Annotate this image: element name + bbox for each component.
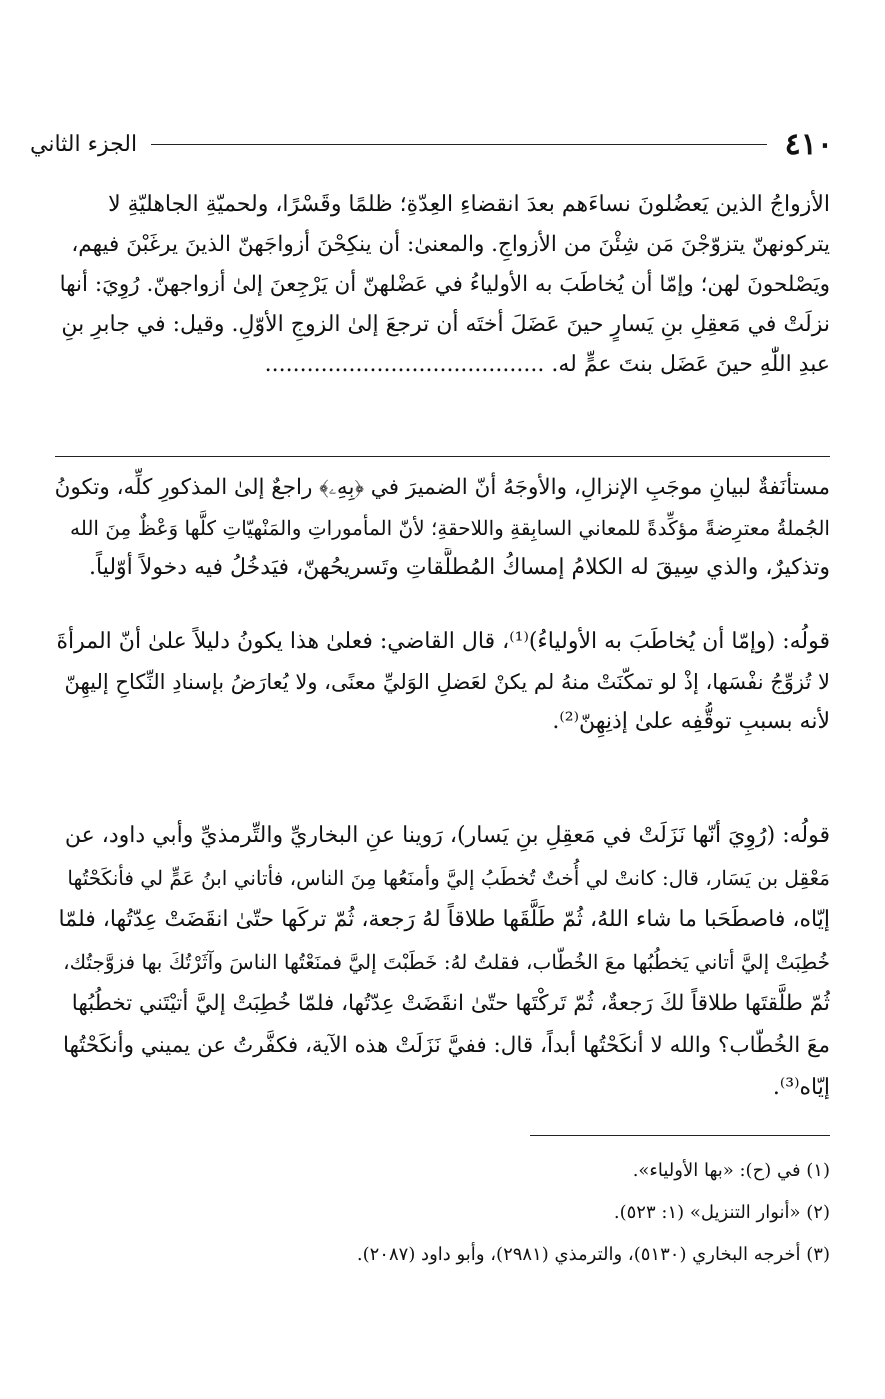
commentary-paragraph-2: [55, 622, 830, 742]
commentary-line: مستأنَفةٌ لبيانِ موجَبِ الإنزالِ، والأوجَهُ أنّ الضميرَ في ﴿بِهِۦ﴾ راجعٌ إلىٰ المذكورِ كلِّه، وتكونُ: [55, 475, 830, 500]
commentary-line: لأنه بسببِ توقُّفِه علىٰ إذنِهِنّ⁽²⁾.: [552, 709, 830, 734]
commentary-line: خُطِبَتْ إليَّ أتاني يَخطُبُها معَ الخُطّاب، فقلتُ لهُ: خَطَبْتَ إليَّ فمنَعْتُها الناسَ وآثَرْتُكَ بها فزوَّجتُك،: [63, 950, 830, 974]
footnotes: [55, 1150, 830, 1276]
book-part-title: الجزء الثاني: [30, 131, 138, 157]
commentary-line: إيّاه⁽³⁾.: [772, 1075, 830, 1100]
commentary-paragraph-3: [55, 815, 830, 1109]
commentary-line: قولُه: (وإمّا أن يُخاطَبَ به الأولياءُ)⁽¹⁾، قال القاضي: فعلىٰ هذا يكونُ دليلاً علىٰ أنّ المرأةَ: [56, 629, 830, 654]
main-text-line: الأزواجُ الذين يَعضُلونَ نساءَهم بعدَ انقضاءِ العِدّةِ؛ ظلمًا وقَسْرًا، ولحميّةِ الجاهليّةِ لا: [108, 192, 830, 217]
footnote: (٢) «أنوار التنزيل» (١: ٥٢٣).: [613, 1202, 830, 1223]
main-text-line: عبدِ اللّٰهِ حينَ عَضَل بنتَ عمٍّ له. ........................................: [264, 352, 830, 377]
footnote: (٣) أخرجه البخاري (٥١٣٠)، والترمذي (٢٩٨١)، وأبو داود (٢٠٨٧).: [356, 1244, 830, 1265]
footnote-rule: [530, 1135, 830, 1136]
main-text: [55, 185, 830, 385]
commentary-line: قولُه: (رُوِيَ أنّها نَزَلَتْ في مَعقِلِ بنِ يَسار)، رَوينا عنِ البخاريِّ والتِّرمذيِّ وأبي داود، عن: [64, 823, 830, 848]
commentary-line: معَ الخُطّاب؟ والله لا أنكَحْتُها أبداً، قال: ففيَّ نَزَلَتْ هذه الآية، فكفَّرتُ عن يميني وأنكَحْتُها: [62, 1033, 830, 1058]
main-text-line: ويَصْلحونَ لهن؛ وإمّا أن يُخاطَبَ به الأولياءُ في عَضْلهنّ أن يَرْجِعنَ إلىٰ أزواجهنّ. رُوِيَ: أنها: [59, 272, 830, 297]
commentary-line: لا تُزوِّجُ نفْسَها، إذْ لو تمكّنَتْ منهُ لم يكنْ لعَضلِ الوَليِّ معنًى، ولا يُعارَضُ بإسنادِ النِّكاحِ إليهِنّ: [64, 670, 830, 694]
page-header: [30, 124, 833, 164]
header-rule: [151, 144, 767, 145]
main-commentary-divider: [55, 456, 830, 457]
main-text-line: نزلَتْ في مَعقِلِ بنِ يَسارٍ حينَ عَضَلَ أختَه أن ترجعَ إلىٰ الزوجِ الأوّلِ. وقيل: في جابرِ بنِ: [61, 312, 830, 337]
commentary-paragraph-1: [55, 468, 830, 588]
commentary-line: وتذكيرٌ، والذي سِيقَ له الكلامُ إمساكُ المُطلَّقاتِ وتَسريحُهنّ، فيَدخُلُ فيه دخولاً أوّلياً.: [89, 555, 830, 580]
footnote: (١) في (ح): «بها الأولياء».: [632, 1160, 830, 1181]
commentary-line: ثُمّ طلَّقتَها طلاقاً لكَ رَجعةٌ، ثُمّ تَركْتَها حتّىٰ انقَضَتْ عِدّتُها، فلمّا خُطِبَتْ إليَّ أتيْتَني تخطُبُها: [71, 991, 830, 1016]
commentary-line: إيّاه، فاصطَحَبا ما شاء اللهُ، ثُمّ طَلَّقَها طلاقاً لهُ رَجعة، ثُمّ تركَها حتّىٰ انقَضَتْ عِدّتُها، فلمّا: [58, 907, 830, 932]
page-number: ٤١٠: [784, 126, 833, 162]
commentary-line: مَعْقِل بن يَسَار، قال: كانتْ لي أُختٌ تُخطَبُ إليَّ وأمنَعُها مِنَ الناس، فأتاني ابنُ عَمٍّ لي فأنكَحْتُها: [67, 866, 830, 890]
commentary-line: الجُملةُ معترِضةً مؤكِّدةً للمعاني السابِقةِ واللاحقةِ؛ لأنّ المأموراتِ والمَنْهيّاتِ كلَّها وَعْظٌ مِنَ الله: [69, 516, 830, 540]
main-text-line: يتركونهنّ يتزوّجْنَ مَن شِئْنَ من الأزواجِ. والمعنىٰ: أن ينكِحْنَ أزواجَهنّ الذينَ يرغَبْنَ فيهم،: [71, 232, 830, 257]
